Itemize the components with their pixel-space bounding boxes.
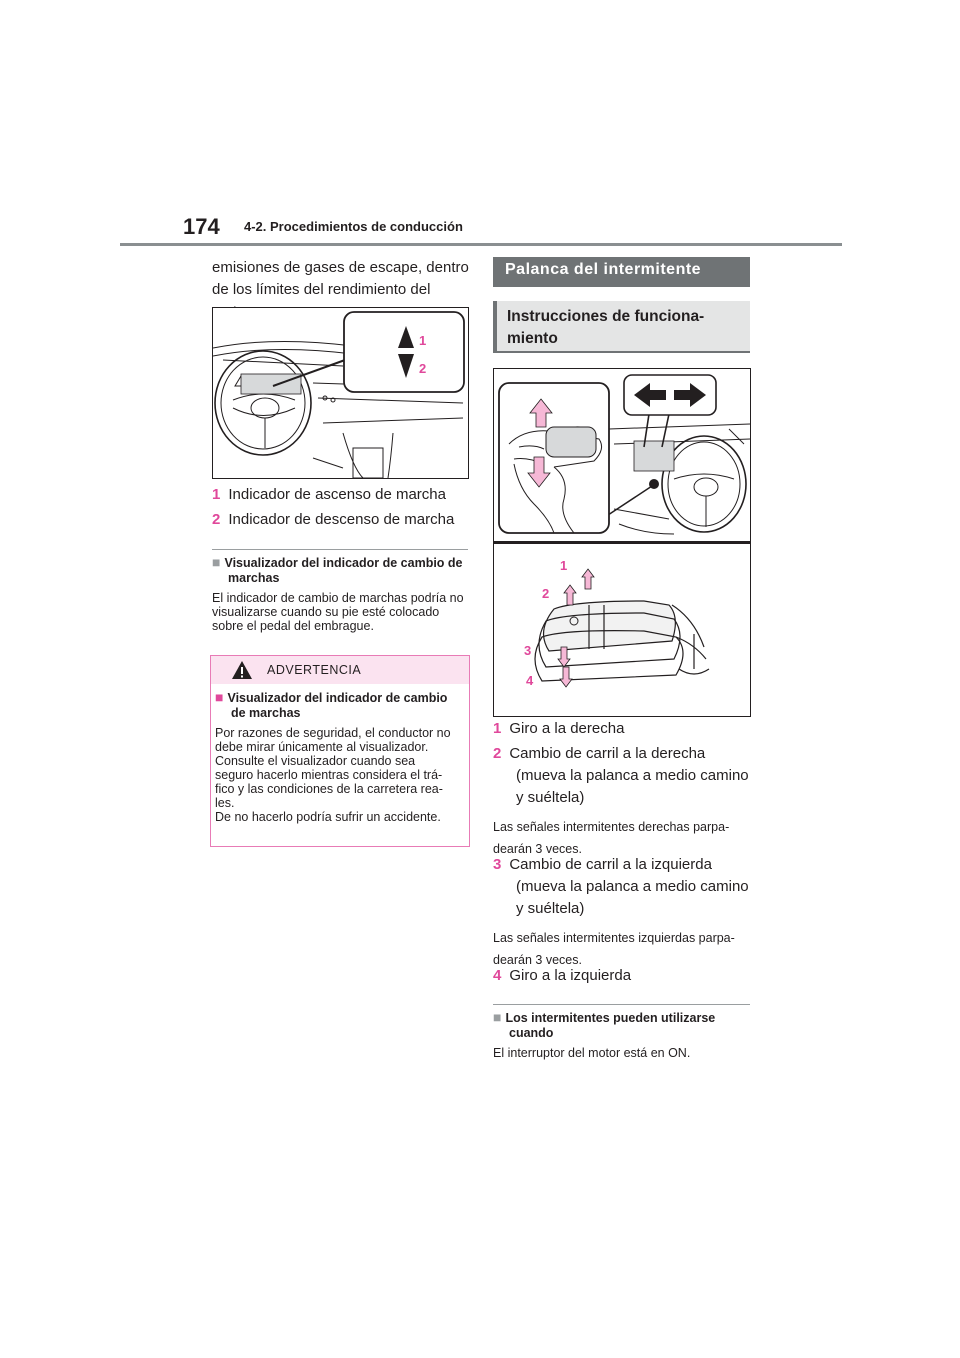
note-title-line: marchas: [228, 571, 280, 585]
warning-heading-line: Visualizador del indicador de cambio: [227, 691, 448, 705]
item-number: 4: [493, 967, 502, 984]
warning-text: [215, 726, 465, 824]
subbanner-line: Instrucciones de funciona-: [507, 308, 705, 325]
item-note-line: Las señales intermitentes derechas parpa-: [493, 820, 730, 834]
fig2-label: 3: [524, 643, 532, 658]
subbanner-title: [507, 306, 704, 350]
item-note-line: dearán 3 veces.: [493, 842, 582, 856]
banner-title: Palanca del intermitente: [505, 261, 702, 278]
note-divider: [493, 1004, 750, 1005]
subsection-banner: [493, 301, 750, 353]
note-line: El indicador de cambio de marchas podría no: [212, 591, 464, 605]
item-number: 3: [493, 856, 502, 873]
note-heading: [493, 1010, 753, 1041]
warning-line: seguro hacerlo mientras considera el trá-: [215, 768, 443, 782]
item-text: Giro a la derecha: [509, 720, 625, 737]
note-title-line: Los intermitentes pueden utilizarse: [505, 1011, 716, 1025]
section-title: 4-2. Procedimientos de conducción: [244, 219, 463, 234]
square-bullet-icon: ■: [215, 689, 224, 705]
note-body: El interruptor del motor está en ON.: [493, 1046, 691, 1060]
warning-header: [211, 656, 469, 684]
list-item: [493, 854, 758, 920]
warning-heading-line: de marchas: [231, 706, 301, 720]
item-text: Cambio de carril a la derecha: [509, 745, 706, 762]
fig2-label: 1: [560, 558, 568, 573]
warning-triangle-icon: [231, 660, 253, 680]
fig1-label: 2: [419, 361, 427, 376]
warning-line: Consulte el visualizador cuando sea: [215, 754, 416, 768]
item-number: 2: [212, 511, 221, 528]
item-text: Indicador de descenso de marcha: [228, 511, 455, 528]
note-divider: [212, 549, 468, 550]
item-text: y suéltela): [516, 789, 585, 806]
fig2-label: 4: [526, 673, 534, 688]
list-item: [493, 743, 758, 809]
dashboard-illustration: [213, 308, 468, 478]
item-note-line: Las señales intermitentes izquierdas parpa-: [493, 931, 735, 945]
subbanner-line: miento: [507, 330, 558, 347]
item-text: (mueva la palanca a medio camino: [516, 878, 749, 895]
header-rule: [120, 243, 842, 246]
item-note-line: dearán 3 veces.: [493, 953, 582, 967]
note-heading: [212, 555, 470, 586]
intro-line: de los límites del rendimiento del: [212, 281, 431, 298]
warning-line: Por razones de seguridad, el conductor no: [215, 726, 451, 740]
note-title-line: Visualizador del indicador de cambio de: [224, 556, 463, 570]
fig1-label: 1: [419, 333, 427, 348]
list-item: [493, 718, 624, 740]
section-banner: [493, 257, 750, 287]
warning-box: [210, 655, 470, 847]
warning-line: debe mirar únicamente al visualizador.: [215, 740, 429, 754]
list-item: [212, 509, 454, 531]
warning-heading: [215, 690, 465, 721]
square-bullet-icon: ■: [493, 1009, 502, 1025]
item-number: 2: [493, 745, 502, 762]
dashboard-figure: [212, 307, 469, 479]
item-number: 1: [493, 720, 502, 737]
item-text: y suéltela): [516, 900, 585, 917]
fig2-label: 2: [542, 586, 550, 601]
note-body: [212, 591, 472, 633]
warning-line: fico y las condiciones de la carretera rea-: [215, 782, 443, 796]
intro-line: emisiones de gases de escape, dentro: [212, 259, 469, 276]
warning-title: ADVERTENCIA: [267, 663, 362, 677]
list-item: [493, 965, 631, 987]
item-text: Cambio de carril a la izquierda: [509, 856, 712, 873]
note-title-line: cuando: [509, 1026, 554, 1040]
item-number: 1: [212, 486, 221, 503]
warning-body: [215, 690, 465, 824]
item-text: (mueva la palanca a medio camino: [516, 767, 749, 784]
warning-line: De no hacerlo podría sufrir un accidente.: [215, 810, 441, 824]
turn-signal-figure: [493, 368, 751, 717]
note-line: visualizarse cuando su pie esté colocado: [212, 605, 440, 619]
note-line: sobre el pedal del embrague.: [212, 619, 374, 633]
item-text: Giro a la izquierda: [509, 967, 632, 984]
item-text: Indicador de ascenso de marcha: [228, 486, 446, 503]
page-number: 174: [183, 214, 220, 239]
list-item: [212, 484, 446, 506]
square-bullet-icon: ■: [212, 554, 221, 570]
warning-line: les.: [215, 796, 235, 810]
turn-signal-illustration: [494, 369, 750, 716]
